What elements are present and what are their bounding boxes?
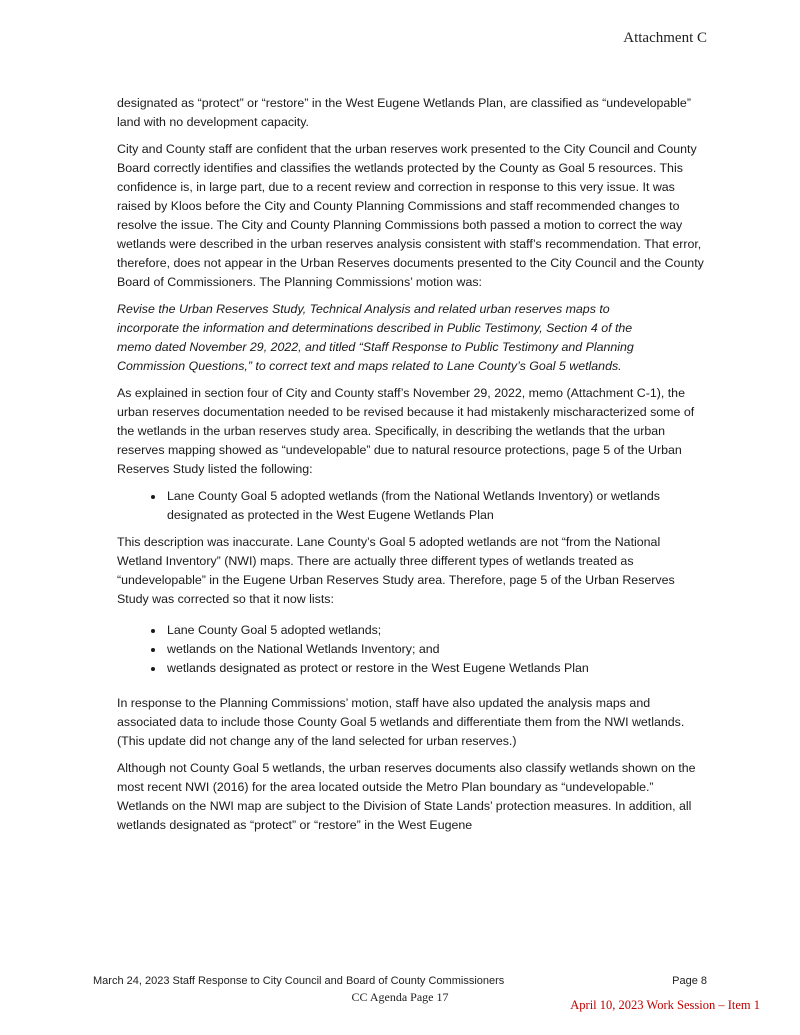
motion-quote: Revise the Urban Reserves Study, Technical Analysis and related urban reserves maps to incorporate the information and determinations described in Public Testimony, Section 4 of the memo dated November 29, 2022, and titled “Staff Response to Public Testimony and Planning Commission Questions,” to correct text and maps related to Lane County’s Goal 5 wetlands.	[117, 302, 634, 373]
corrected-list	[117, 621, 707, 678]
paragraph-inaccurate: This description was inaccurate. Lane County’s Goal 5 adopted wetlands are not “from the National Wetland Inventory” (NWI) maps. There are actually three different types of wetlands treated as “undevelopable” in the Eugene Urban Reserves Study area. Therefore, page 5 of the Urban Reserves Study was corrected so that it now lists:	[117, 535, 675, 606]
list-item: • Lane County Goal 5 adopted wetlands (from the National Wetlands Inventory) or wetlands designated as protected in the West Eugene Wetlands Plan	[165, 487, 707, 525]
work-session-stamp: April 10, 2023 Work Session – Item 1	[570, 998, 760, 1012]
list-item: • Lane County Goal 5 adopted wetlands;	[165, 621, 707, 640]
document-body	[117, 94, 707, 843]
list-item: • wetlands designated as protect or restore in the West Eugene Wetlands Plan	[165, 659, 707, 678]
original-list	[117, 487, 707, 525]
list-item: • wetlands on the National Wetlands Inventory; and	[165, 640, 707, 659]
paragraph-nwi: Although not County Goal 5 wetlands, the urban reserves documents also classify wetlands shown on the most recent NWI (2016) for the area located outside the Metro Plan boundary as “undevelopable.” Wetlands on the NWI map are subject to the Division of State Lands’ protection measures. In addition, all wetlands designated as “protect” or “restore” in the West Eugene	[117, 761, 696, 832]
paragraph-staff-confidence: City and County staff are confident that the urban reserves work presented to the City Council and County Board correctly identifies and classifies the wetlands protected by the County as Goal 5 resources. This confidence is, in large part, due to a recent review and correction in response to this very issue. It was raised by Kloos before the City and County Planning Commissions and staff recommended changes to resolve the issue. The City and County Planning Commissions both passed a motion to correct the way wetlands were described in the urban reserves analysis consistent with staff’s recommendation. That error, therefore, does not appear in the Urban Reserves documents presented to the City Council and the County Board of Commissioners. The Planning Commissions’ motion was:	[117, 142, 704, 289]
footer-title: March 24, 2023 Staff Response to City Council and Board of County Commissioners	[93, 975, 505, 987]
paragraph-response: In response to the Planning Commissions’ motion, staff have also updated the analysis maps and associated data to include those County Goal 5 wetlands and differentiate them from the NWI wetlands. (This update did not change any of the land selected for urban reserves.)	[117, 696, 685, 748]
attachment-label: Attachment C	[623, 30, 707, 46]
page-number: Page 8	[672, 975, 707, 987]
paragraph-explanation: As explained in section four of City and County staff’s November 29, 2022, memo (Attachment C-1), the urban reserves documentation needed to be revised because it had mistakenly mischaracterized some of the wetlands in the urban reserves study area. Specifically, in describing the wetlands that the urban reserves mapping showed as “undevelopable” due to natural resource protections, page 5 of the Urban Reserves Study listed the following:	[117, 386, 695, 476]
paragraph-intro: designated as “protect” or “restore” in the West Eugene Wetlands Plan, are classified as “undevelopable” land with no development capacity.	[117, 96, 691, 129]
agenda-page: CC Agenda Page 17	[351, 990, 449, 1004]
